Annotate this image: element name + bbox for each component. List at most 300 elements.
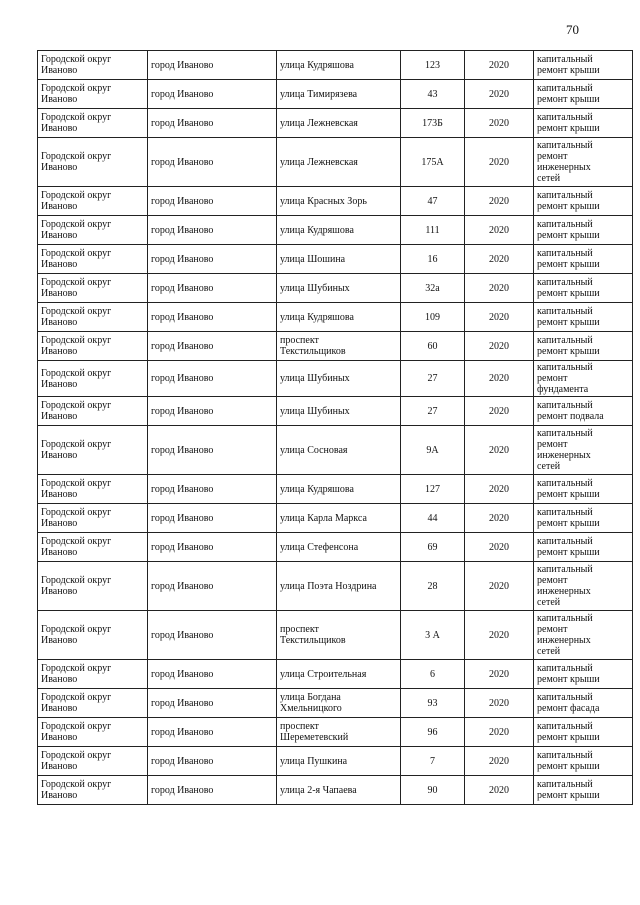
cell-district bbox=[38, 689, 148, 718]
cell-house-number-text: 27 bbox=[427, 405, 438, 417]
table-row bbox=[38, 187, 633, 216]
cell-work-type bbox=[534, 426, 633, 475]
cell-work-type bbox=[534, 361, 633, 397]
table-row bbox=[38, 274, 633, 303]
cell-work-type bbox=[534, 611, 633, 660]
cell-city bbox=[148, 332, 277, 361]
cell-work-type-text: капитальный ремонт инженерных сетей bbox=[537, 140, 593, 184]
cell-house-number-text: 90 bbox=[427, 784, 438, 796]
cell-work-type bbox=[534, 138, 633, 187]
cell-district bbox=[38, 475, 148, 504]
cell-district bbox=[38, 51, 148, 80]
cell-house-number-text: 32а bbox=[425, 282, 440, 294]
cell-city bbox=[148, 689, 277, 718]
cell-street-text: улица Шошина bbox=[280, 253, 346, 265]
cell-street-text: улица Богдана Хмельницкого bbox=[280, 692, 342, 714]
cell-work-type bbox=[534, 216, 633, 245]
cell-city bbox=[148, 562, 277, 611]
cell-work-type-text: капитальный ремонт крыши bbox=[537, 478, 600, 500]
cell-city bbox=[148, 138, 277, 187]
cell-district bbox=[38, 138, 148, 187]
cell-work-type-text: капитальный ремонт крыши bbox=[537, 248, 600, 270]
cell-house-number-text: 27 bbox=[427, 373, 438, 384]
cell-work-type bbox=[534, 51, 633, 80]
cell-house-number-text: 47 bbox=[427, 195, 438, 207]
cell-city bbox=[148, 397, 277, 426]
cell-year-text: 2020 bbox=[489, 253, 509, 265]
cell-district-text: Городской округ Иваново bbox=[41, 779, 112, 801]
cell-street-text: улица Карла Маркса bbox=[280, 512, 367, 524]
cell-house-number bbox=[401, 397, 465, 426]
cell-work-type-text: капитальный ремонт крыши bbox=[537, 779, 600, 801]
cell-city bbox=[148, 504, 277, 533]
cell-year bbox=[465, 397, 534, 426]
cell-city bbox=[148, 274, 277, 303]
cell-city-text: город Иваново bbox=[151, 282, 214, 294]
cell-house-number-text: 9А bbox=[426, 444, 439, 456]
cell-work-type-text: капитальный ремонт фасада bbox=[537, 692, 600, 714]
table-row bbox=[38, 689, 633, 718]
cell-year-text: 2020 bbox=[489, 697, 509, 709]
cell-house-number-text: 28 bbox=[427, 580, 438, 592]
cell-work-type bbox=[534, 245, 633, 274]
cell-district bbox=[38, 611, 148, 660]
cell-house-number bbox=[401, 216, 465, 245]
cell-street-text: улица 2-я Чапаева bbox=[280, 784, 357, 796]
cell-work-type-text: капитальный ремонт крыши bbox=[537, 721, 600, 743]
cell-house-number-text: 127 bbox=[425, 483, 440, 495]
cell-work-type-text: капитальный ремонт крыши bbox=[537, 54, 600, 76]
cell-district-text: Городской округ Иваново bbox=[41, 400, 112, 422]
cell-district bbox=[38, 533, 148, 562]
cell-city bbox=[148, 426, 277, 475]
table-row bbox=[38, 397, 633, 426]
table-row bbox=[38, 361, 633, 397]
cell-district bbox=[38, 187, 148, 216]
table-row bbox=[38, 426, 633, 475]
cell-district-text: Городской округ Иваново bbox=[41, 151, 112, 173]
cell-year bbox=[465, 361, 534, 397]
cell-year bbox=[465, 216, 534, 245]
cell-street-text: улица Лежневская bbox=[280, 156, 358, 168]
cell-work-type-text: капитальный ремонт крыши bbox=[537, 190, 600, 212]
cell-work-type-text: капитальный ремонт крыши bbox=[537, 335, 600, 357]
cell-year-text: 2020 bbox=[489, 483, 509, 495]
cell-street bbox=[277, 332, 401, 361]
cell-district-text: Городской округ Иваново bbox=[41, 367, 112, 390]
cell-street bbox=[277, 426, 401, 475]
cell-house-number-text: 43 bbox=[427, 88, 438, 100]
cell-district-text: Городской округ Иваново bbox=[41, 721, 112, 743]
cell-district bbox=[38, 109, 148, 138]
cell-year-text: 2020 bbox=[489, 580, 509, 592]
cell-street-text: улица Кудряшова bbox=[280, 483, 354, 495]
cell-year bbox=[465, 138, 534, 187]
cell-city bbox=[148, 303, 277, 332]
cell-city bbox=[148, 51, 277, 80]
page-number: 70 bbox=[566, 22, 579, 37]
cell-house-number bbox=[401, 747, 465, 776]
cell-district-text: Городской округ Иваново bbox=[41, 692, 112, 714]
cell-work-type-text: капитальный ремонт крыши bbox=[537, 277, 600, 299]
cell-city bbox=[148, 361, 277, 397]
cell-street bbox=[277, 187, 401, 216]
cell-district-text: Городской округ Иваново bbox=[41, 248, 112, 270]
cell-district bbox=[38, 562, 148, 611]
cell-work-type bbox=[534, 109, 633, 138]
cell-street bbox=[277, 504, 401, 533]
cell-district bbox=[38, 332, 148, 361]
cell-district-text: Городской округ Иваново bbox=[41, 219, 112, 241]
cell-city-text: город Иваново bbox=[151, 580, 214, 592]
cell-city bbox=[148, 245, 277, 274]
cell-street bbox=[277, 776, 401, 805]
cell-city-text: город Иваново bbox=[151, 340, 214, 352]
table-row bbox=[38, 109, 633, 138]
cell-street-text: улица Шубиных bbox=[280, 405, 350, 417]
cell-work-type bbox=[534, 80, 633, 109]
cell-city-text: город Иваново bbox=[151, 156, 214, 168]
cell-district-text: Городской округ Иваново bbox=[41, 750, 112, 772]
cell-house-number-text: 123 bbox=[425, 59, 440, 71]
cell-house-number bbox=[401, 776, 465, 805]
cell-house-number-text: 44 bbox=[427, 512, 438, 524]
cell-city bbox=[148, 109, 277, 138]
cell-street bbox=[277, 274, 401, 303]
cell-work-type-text: капитальный ремонт крыши bbox=[537, 663, 600, 685]
cell-city-text: город Иваново bbox=[151, 483, 214, 495]
cell-city bbox=[148, 533, 277, 562]
cell-city-text: город Иваново bbox=[151, 59, 214, 71]
cell-district-text: Городской округ Иваново bbox=[41, 624, 112, 646]
cell-city-text: город Иваново bbox=[151, 373, 214, 384]
cell-house-number bbox=[401, 533, 465, 562]
cell-house-number-text: 60 bbox=[427, 340, 438, 352]
cell-district-text: Городской округ Иваново bbox=[41, 112, 112, 134]
cell-house-number bbox=[401, 689, 465, 718]
cell-work-type-text: капитальный ремонт инженерных сетей bbox=[537, 428, 593, 472]
cell-house-number bbox=[401, 504, 465, 533]
cell-district-text: Городской округ Иваново bbox=[41, 335, 112, 357]
cell-work-type-text: капитальный ремонт крыши bbox=[537, 750, 600, 772]
cell-year-text: 2020 bbox=[489, 444, 509, 456]
cell-year-text: 2020 bbox=[489, 512, 509, 524]
cell-year-text: 2020 bbox=[489, 541, 509, 553]
cell-year bbox=[465, 51, 534, 80]
cell-year-text: 2020 bbox=[489, 668, 509, 680]
cell-year bbox=[465, 332, 534, 361]
cell-district-text: Городской округ Иваново bbox=[41, 306, 112, 328]
cell-city bbox=[148, 660, 277, 689]
cell-year-text: 2020 bbox=[489, 340, 509, 352]
cell-year bbox=[465, 689, 534, 718]
cell-city-text: город Иваново bbox=[151, 512, 214, 524]
cell-year-text: 2020 bbox=[489, 405, 509, 417]
cell-work-type bbox=[534, 475, 633, 504]
cell-city-text: город Иваново bbox=[151, 195, 214, 207]
cell-year-text: 2020 bbox=[489, 784, 509, 796]
cell-street bbox=[277, 747, 401, 776]
cell-house-number bbox=[401, 274, 465, 303]
cell-district-text: Городской округ Иваново bbox=[41, 54, 112, 76]
cell-street bbox=[277, 718, 401, 747]
table-row bbox=[38, 611, 633, 660]
table-row bbox=[38, 303, 633, 332]
cell-street-text: улица Шубиных bbox=[280, 373, 350, 384]
cell-district bbox=[38, 80, 148, 109]
cell-house-number bbox=[401, 426, 465, 475]
cell-year bbox=[465, 776, 534, 805]
cell-work-type-text: капитальный ремонт подвала bbox=[537, 400, 604, 422]
cell-work-type bbox=[534, 303, 633, 332]
cell-street-text: улица Красных Зорь bbox=[280, 195, 367, 207]
cell-house-number bbox=[401, 361, 465, 397]
cell-year-text: 2020 bbox=[489, 224, 509, 236]
cell-year bbox=[465, 504, 534, 533]
cell-district bbox=[38, 718, 148, 747]
cell-city-text: город Иваново bbox=[151, 629, 214, 641]
table-row bbox=[38, 475, 633, 504]
cell-district bbox=[38, 216, 148, 245]
cell-city-text: город Иваново bbox=[151, 726, 214, 738]
cell-city bbox=[148, 80, 277, 109]
cell-city-text: город Иваново bbox=[151, 444, 214, 456]
cell-district bbox=[38, 776, 148, 805]
cell-work-type bbox=[534, 562, 633, 611]
cell-district bbox=[38, 660, 148, 689]
cell-work-type-text: капитальный ремонт фундамента bbox=[537, 362, 593, 395]
cell-house-number bbox=[401, 332, 465, 361]
cell-house-number-text: 111 bbox=[425, 224, 440, 236]
cell-district bbox=[38, 747, 148, 776]
cell-year bbox=[465, 747, 534, 776]
cell-street-text: улица Строительная bbox=[280, 668, 367, 680]
cell-year-text: 2020 bbox=[489, 117, 509, 129]
cell-district-text: Городской округ Иваново bbox=[41, 83, 112, 105]
cell-street-text: улица Пушкина bbox=[280, 755, 348, 767]
cell-street bbox=[277, 80, 401, 109]
cell-city bbox=[148, 776, 277, 805]
cell-house-number bbox=[401, 109, 465, 138]
cell-house-number bbox=[401, 718, 465, 747]
cell-work-type bbox=[534, 747, 633, 776]
cell-year bbox=[465, 274, 534, 303]
cell-work-type-text: капитальный ремонт крыши bbox=[537, 83, 600, 105]
cell-house-number-text: 173Б bbox=[422, 117, 443, 129]
cell-house-number-text: 69 bbox=[427, 541, 438, 553]
cell-year-text: 2020 bbox=[489, 311, 509, 323]
cell-house-number bbox=[401, 475, 465, 504]
cell-work-type bbox=[534, 187, 633, 216]
cell-street-text: улица Кудряшова bbox=[280, 59, 354, 71]
cell-year-text: 2020 bbox=[489, 373, 509, 384]
cell-work-type bbox=[534, 776, 633, 805]
cell-work-type bbox=[534, 718, 633, 747]
table-row bbox=[38, 138, 633, 187]
cell-district bbox=[38, 274, 148, 303]
cell-year-text: 2020 bbox=[489, 195, 509, 207]
cell-district bbox=[38, 426, 148, 475]
cell-district-text: Городской округ Иваново bbox=[41, 575, 112, 597]
table-row bbox=[38, 245, 633, 274]
cell-street bbox=[277, 361, 401, 397]
cell-street bbox=[277, 138, 401, 187]
cell-house-number bbox=[401, 303, 465, 332]
table-row bbox=[38, 533, 633, 562]
cell-city bbox=[148, 475, 277, 504]
cell-house-number bbox=[401, 245, 465, 274]
cell-year bbox=[465, 718, 534, 747]
cell-street bbox=[277, 689, 401, 718]
cell-street-text: улица Кудряшова bbox=[280, 224, 354, 236]
cell-year bbox=[465, 109, 534, 138]
cell-work-type bbox=[534, 689, 633, 718]
table-row bbox=[38, 51, 633, 80]
cell-work-type-text: капитальный ремонт крыши bbox=[537, 507, 600, 529]
cell-district bbox=[38, 361, 148, 397]
cell-street-text: улица Поэта Ноздрина bbox=[280, 580, 377, 592]
cell-city-text: город Иваново bbox=[151, 697, 214, 709]
cell-street-text: улица Тимирязева bbox=[280, 88, 358, 100]
cell-year bbox=[465, 660, 534, 689]
cell-street bbox=[277, 660, 401, 689]
cell-work-type bbox=[534, 397, 633, 426]
table-row bbox=[38, 332, 633, 361]
cell-house-number-text: 175А bbox=[421, 156, 444, 168]
cell-street-text: улица Кудряшова bbox=[280, 311, 354, 323]
table-row bbox=[38, 562, 633, 611]
cell-city-text: город Иваново bbox=[151, 668, 214, 680]
cell-street bbox=[277, 397, 401, 426]
cell-street bbox=[277, 51, 401, 80]
cell-year bbox=[465, 426, 534, 475]
cell-city-text: город Иваново bbox=[151, 405, 214, 417]
cell-work-type-text: капитальный ремонт инженерных сетей bbox=[537, 613, 593, 657]
cell-street-text: проспект Текстильщиков bbox=[280, 624, 346, 646]
cell-city bbox=[148, 718, 277, 747]
cell-district bbox=[38, 245, 148, 274]
cell-city bbox=[148, 747, 277, 776]
cell-house-number-text: 7 bbox=[430, 755, 435, 767]
cell-street-text: улица Лежневская bbox=[280, 117, 358, 129]
cell-house-number bbox=[401, 80, 465, 109]
cell-house-number bbox=[401, 187, 465, 216]
cell-district bbox=[38, 303, 148, 332]
table-row bbox=[38, 660, 633, 689]
cell-year bbox=[465, 562, 534, 611]
cell-city-text: город Иваново bbox=[151, 117, 214, 129]
cell-street-text: улица Стефенсона bbox=[280, 541, 359, 553]
cell-year bbox=[465, 245, 534, 274]
cell-city-text: город Иваново bbox=[151, 784, 214, 796]
cell-district-text: Городской округ Иваново bbox=[41, 536, 112, 558]
cell-house-number-text: 3 А bbox=[425, 629, 440, 641]
cell-city-text: город Иваново bbox=[151, 311, 214, 323]
cell-district bbox=[38, 504, 148, 533]
table-row bbox=[38, 747, 633, 776]
cell-city bbox=[148, 611, 277, 660]
cell-year bbox=[465, 80, 534, 109]
cell-house-number bbox=[401, 51, 465, 80]
cell-street-text: улица Сосновая bbox=[280, 444, 348, 456]
cell-district-text: Городской округ Иваново bbox=[41, 663, 112, 685]
cell-district-text: Городской округ Иваново bbox=[41, 507, 112, 529]
cell-district-text: Городской округ Иваново bbox=[41, 439, 112, 461]
cell-house-number bbox=[401, 611, 465, 660]
table-row bbox=[38, 776, 633, 805]
cell-year bbox=[465, 611, 534, 660]
cell-street bbox=[277, 533, 401, 562]
cell-house-number bbox=[401, 660, 465, 689]
cell-street bbox=[277, 562, 401, 611]
cell-year-text: 2020 bbox=[489, 755, 509, 767]
cell-work-type bbox=[534, 504, 633, 533]
cell-year bbox=[465, 475, 534, 504]
cell-house-number bbox=[401, 138, 465, 187]
cell-house-number-text: 93 bbox=[427, 697, 438, 709]
repair-schedule-table bbox=[37, 50, 633, 805]
cell-city-text: город Иваново bbox=[151, 88, 214, 100]
cell-work-type-text: капитальный ремонт крыши bbox=[537, 306, 600, 328]
cell-house-number-text: 96 bbox=[427, 726, 438, 738]
cell-street bbox=[277, 216, 401, 245]
cell-year-text: 2020 bbox=[489, 59, 509, 71]
cell-street-text: улица Шубиных bbox=[280, 282, 350, 294]
cell-street bbox=[277, 109, 401, 138]
cell-district-text: Городской округ Иваново bbox=[41, 478, 112, 500]
cell-work-type-text: капитальный ремонт крыши bbox=[537, 536, 600, 558]
cell-year bbox=[465, 533, 534, 562]
cell-street bbox=[277, 611, 401, 660]
cell-street bbox=[277, 245, 401, 274]
cell-house-number-text: 109 bbox=[425, 311, 440, 323]
cell-district bbox=[38, 397, 148, 426]
cell-work-type-text: капитальный ремонт инженерных сетей bbox=[537, 564, 593, 608]
cell-work-type-text: капитальный ремонт крыши bbox=[537, 112, 600, 134]
table-row bbox=[38, 718, 633, 747]
cell-year-text: 2020 bbox=[489, 629, 509, 641]
cell-work-type-text: капитальный ремонт крыши bbox=[537, 219, 600, 241]
cell-street-text: проспект Шереметевский bbox=[280, 721, 349, 743]
cell-city bbox=[148, 216, 277, 245]
cell-city-text: город Иваново bbox=[151, 224, 214, 236]
cell-work-type bbox=[534, 533, 633, 562]
cell-work-type bbox=[534, 274, 633, 303]
cell-year bbox=[465, 303, 534, 332]
cell-city-text: город Иваново bbox=[151, 253, 214, 265]
table-row bbox=[38, 216, 633, 245]
cell-city bbox=[148, 187, 277, 216]
cell-street-text: проспект Текстильщиков bbox=[280, 335, 346, 357]
cell-city-text: город Иваново bbox=[151, 755, 214, 767]
cell-year-text: 2020 bbox=[489, 726, 509, 738]
cell-house-number-text: 16 bbox=[427, 253, 438, 265]
table-row bbox=[38, 504, 633, 533]
cell-house-number bbox=[401, 562, 465, 611]
cell-district-text: Городской округ Иваново bbox=[41, 277, 112, 299]
cell-work-type bbox=[534, 332, 633, 361]
cell-work-type bbox=[534, 660, 633, 689]
cell-district-text: Городской округ Иваново bbox=[41, 190, 112, 212]
cell-house-number-text: 6 bbox=[430, 668, 435, 680]
table-row bbox=[38, 80, 633, 109]
cell-street bbox=[277, 303, 401, 332]
cell-city-text: город Иваново bbox=[151, 541, 214, 553]
cell-year bbox=[465, 187, 534, 216]
cell-year-text: 2020 bbox=[489, 156, 509, 168]
cell-year-text: 2020 bbox=[489, 282, 509, 294]
cell-street bbox=[277, 475, 401, 504]
